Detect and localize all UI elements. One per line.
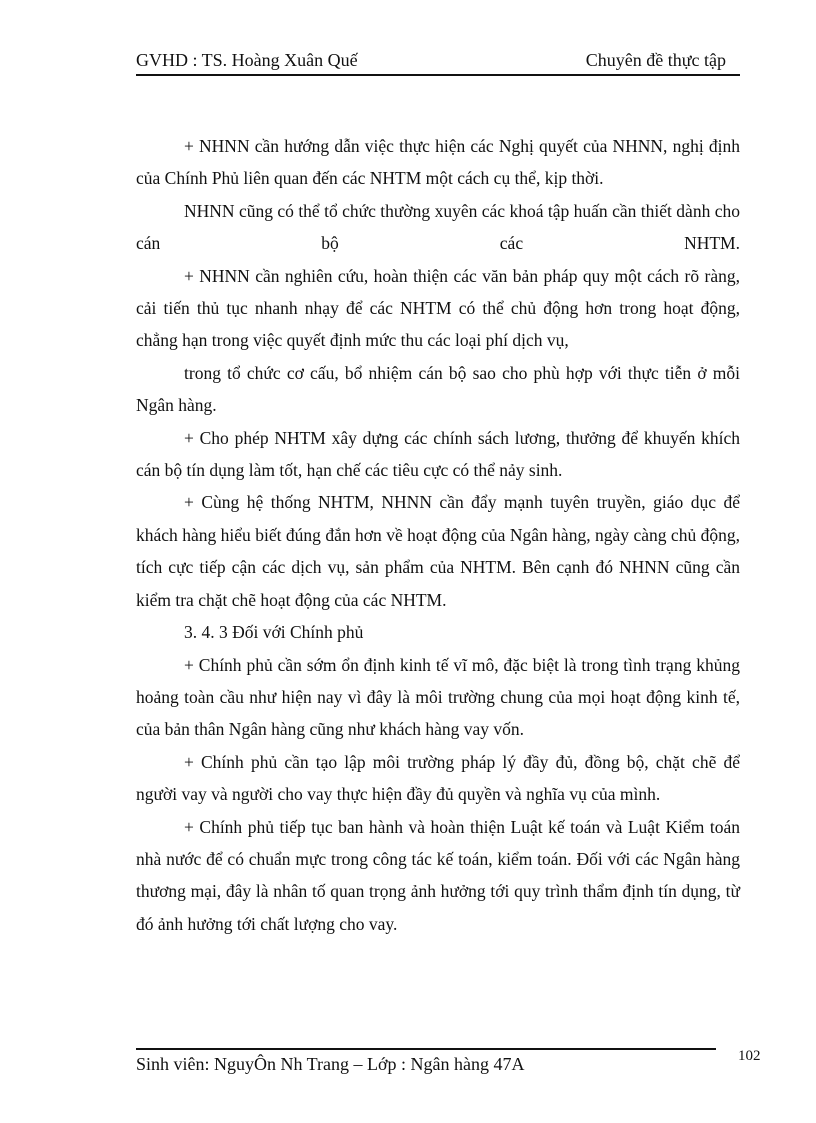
- footer-divider: [136, 1048, 716, 1050]
- paragraph-nhnn-guidance: + NHNN cần hướng dẫn việc thực hiện các Nghị quyết của NHNN, nghị định của Chính Phủ liên quan đến các NHTM một cách cụ thể, kịp thời.: [136, 136, 740, 189]
- page-header: [136, 50, 740, 74]
- paragraph-nhnn-training: NHNN cũng có thể tổ chức thường xuyên các khoá tập huấn cần thiết dành cho cán bộ các NHTM.: [136, 200, 740, 254]
- paragraph-salary-policy: + Cho phép NHTM xây dựng các chính sách lương, thưởng để khuyến khích cán bộ tín dụng làm tốt, hạn chế các tiêu cực có thể nảy sinh.: [136, 427, 740, 481]
- section-heading-government: 3. 4. 3 Đối với Chính phủ: [184, 622, 364, 643]
- paragraph-communication: + Cùng hệ thống NHTM, NHNN cần đẩy mạnh tuyên truyền, giáo dục để khách hàng hiểu biết đúng đắn hơn về hoạt động của Ngân hàng, ngày càng chủ động, tích cực tiếp cận các dịch vụ, sản phẩm của NHTM. Bên cạnh đó NHNN cũng cần kiểm tra chặt chẽ hoạt động của các NHTM.: [136, 492, 740, 610]
- paragraph-nhnn-legal-documents: + NHNN cần nghiên cứu, hoàn thiện các văn bản pháp quy một cách rõ ràng, cải tiến thủ tục nhanh nhạy để các NHTM có thể chủ động hơn trong hoạt động, chẳng hạn trong việc quyết định mức thu các loại phí dịch vụ,: [136, 265, 740, 351]
- footer-student-info: Sinh viên: NguyÔn Nh Trang – Lớp : Ngân hàng 47A: [136, 1054, 525, 1074]
- paragraph-accounting-law: + Chính phủ tiếp tục ban hành và hoàn thiện Luật kế toán và Luật Kiểm toán nhà nước để có chuẩn mực trong công tác kế toán, kiểm toán. Đối với các Ngân hàng thương mại, đây là nhân tố quan trọng ảnh hưởng tới quy trình thẩm định tín dụng, từ đó ảnh hưởng tới chất lượng cho vay.: [136, 816, 740, 934]
- paragraph-legal-environment: + Chính phủ cần tạo lập môi trường pháp lý đầy đủ, đồng bộ, chặt chẽ để người vay và người cho vay thực hiện đầy đủ quyền và nghĩa vụ của mình.: [136, 751, 740, 805]
- header-divider: [136, 74, 740, 76]
- page-number: 102: [738, 1048, 761, 1064]
- header-supervisor: GVHD : TS. Hoàng Xuân Quế: [136, 50, 358, 70]
- page-body: [136, 130, 740, 940]
- paragraph-organization: trong tổ chức cơ cấu, bổ nhiệm cán bộ sao cho phù hợp với thực tiễn ở mỗi Ngân hàng.: [136, 362, 740, 416]
- header-document-type: Chuyên đề thực tập: [585, 50, 726, 70]
- paragraph-macro-stability: + Chính phủ cần sớm ổn định kinh tế vĩ mô, đặc biệt là trong tình trạng khủng hoảng toàn cầu như hiện nay vì đây là môi trường chung của mọi hoạt động kinh tế, của bản thân Ngân hàng cũng như khách hàng vay vốn.: [136, 654, 740, 740]
